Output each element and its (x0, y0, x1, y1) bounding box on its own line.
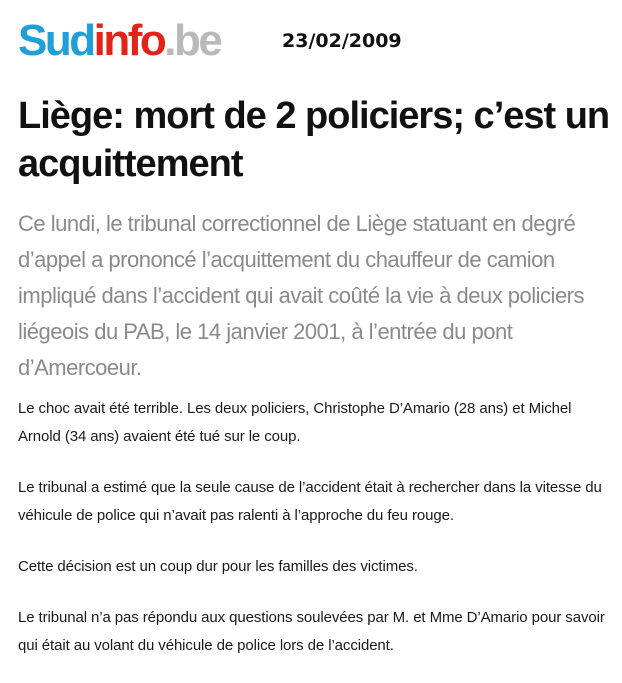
body-paragraph: Le tribunal a estimé que la seule cause de l’accident était à rechercher dans la vitesse du véhicule de police qui n’avait pas ralenti à l’approche du feu rouge. (18, 479, 602, 524)
logo-part-domain: .be (164, 16, 221, 65)
logo-part-sud: Sud (18, 16, 94, 65)
article-body (18, 395, 614, 683)
publication-date: 23/02/2009 (282, 30, 402, 52)
body-paragraph: Le tribunal n’a pas répondu aux questions soulevées par M. et Mme D’Amario pour savoir qui était au volant du véhicule de police lors de l’accident. (18, 609, 605, 654)
article-title: Liège: mort de 2 policiers; c’est un acquittement (18, 95, 610, 185)
logo-part-info: info (93, 16, 165, 65)
sudinfo-logo[interactable] (18, 16, 221, 65)
site-header (18, 14, 220, 68)
article-lead: Ce lundi, le tribunal correctionnel de Liège statuant en degré d’appel a prononcé l’acquittement du chauffeur de camion impliqué dans l’accident qui avait coûté la vie à deux policiers liégeois du PAB, le 14 janvier 2001, à l’entrée du pont d’Amercoeur. (18, 211, 585, 380)
body-paragraph: Cette décision est un coup dur pour les familles des victimes. (18, 558, 418, 575)
body-paragraph: Le choc avait été terrible. Les deux policiers, Christophe D’Amario (28 ans) et Michel Arnold (34 ans) avaient été tué sur le coup. (18, 400, 572, 445)
